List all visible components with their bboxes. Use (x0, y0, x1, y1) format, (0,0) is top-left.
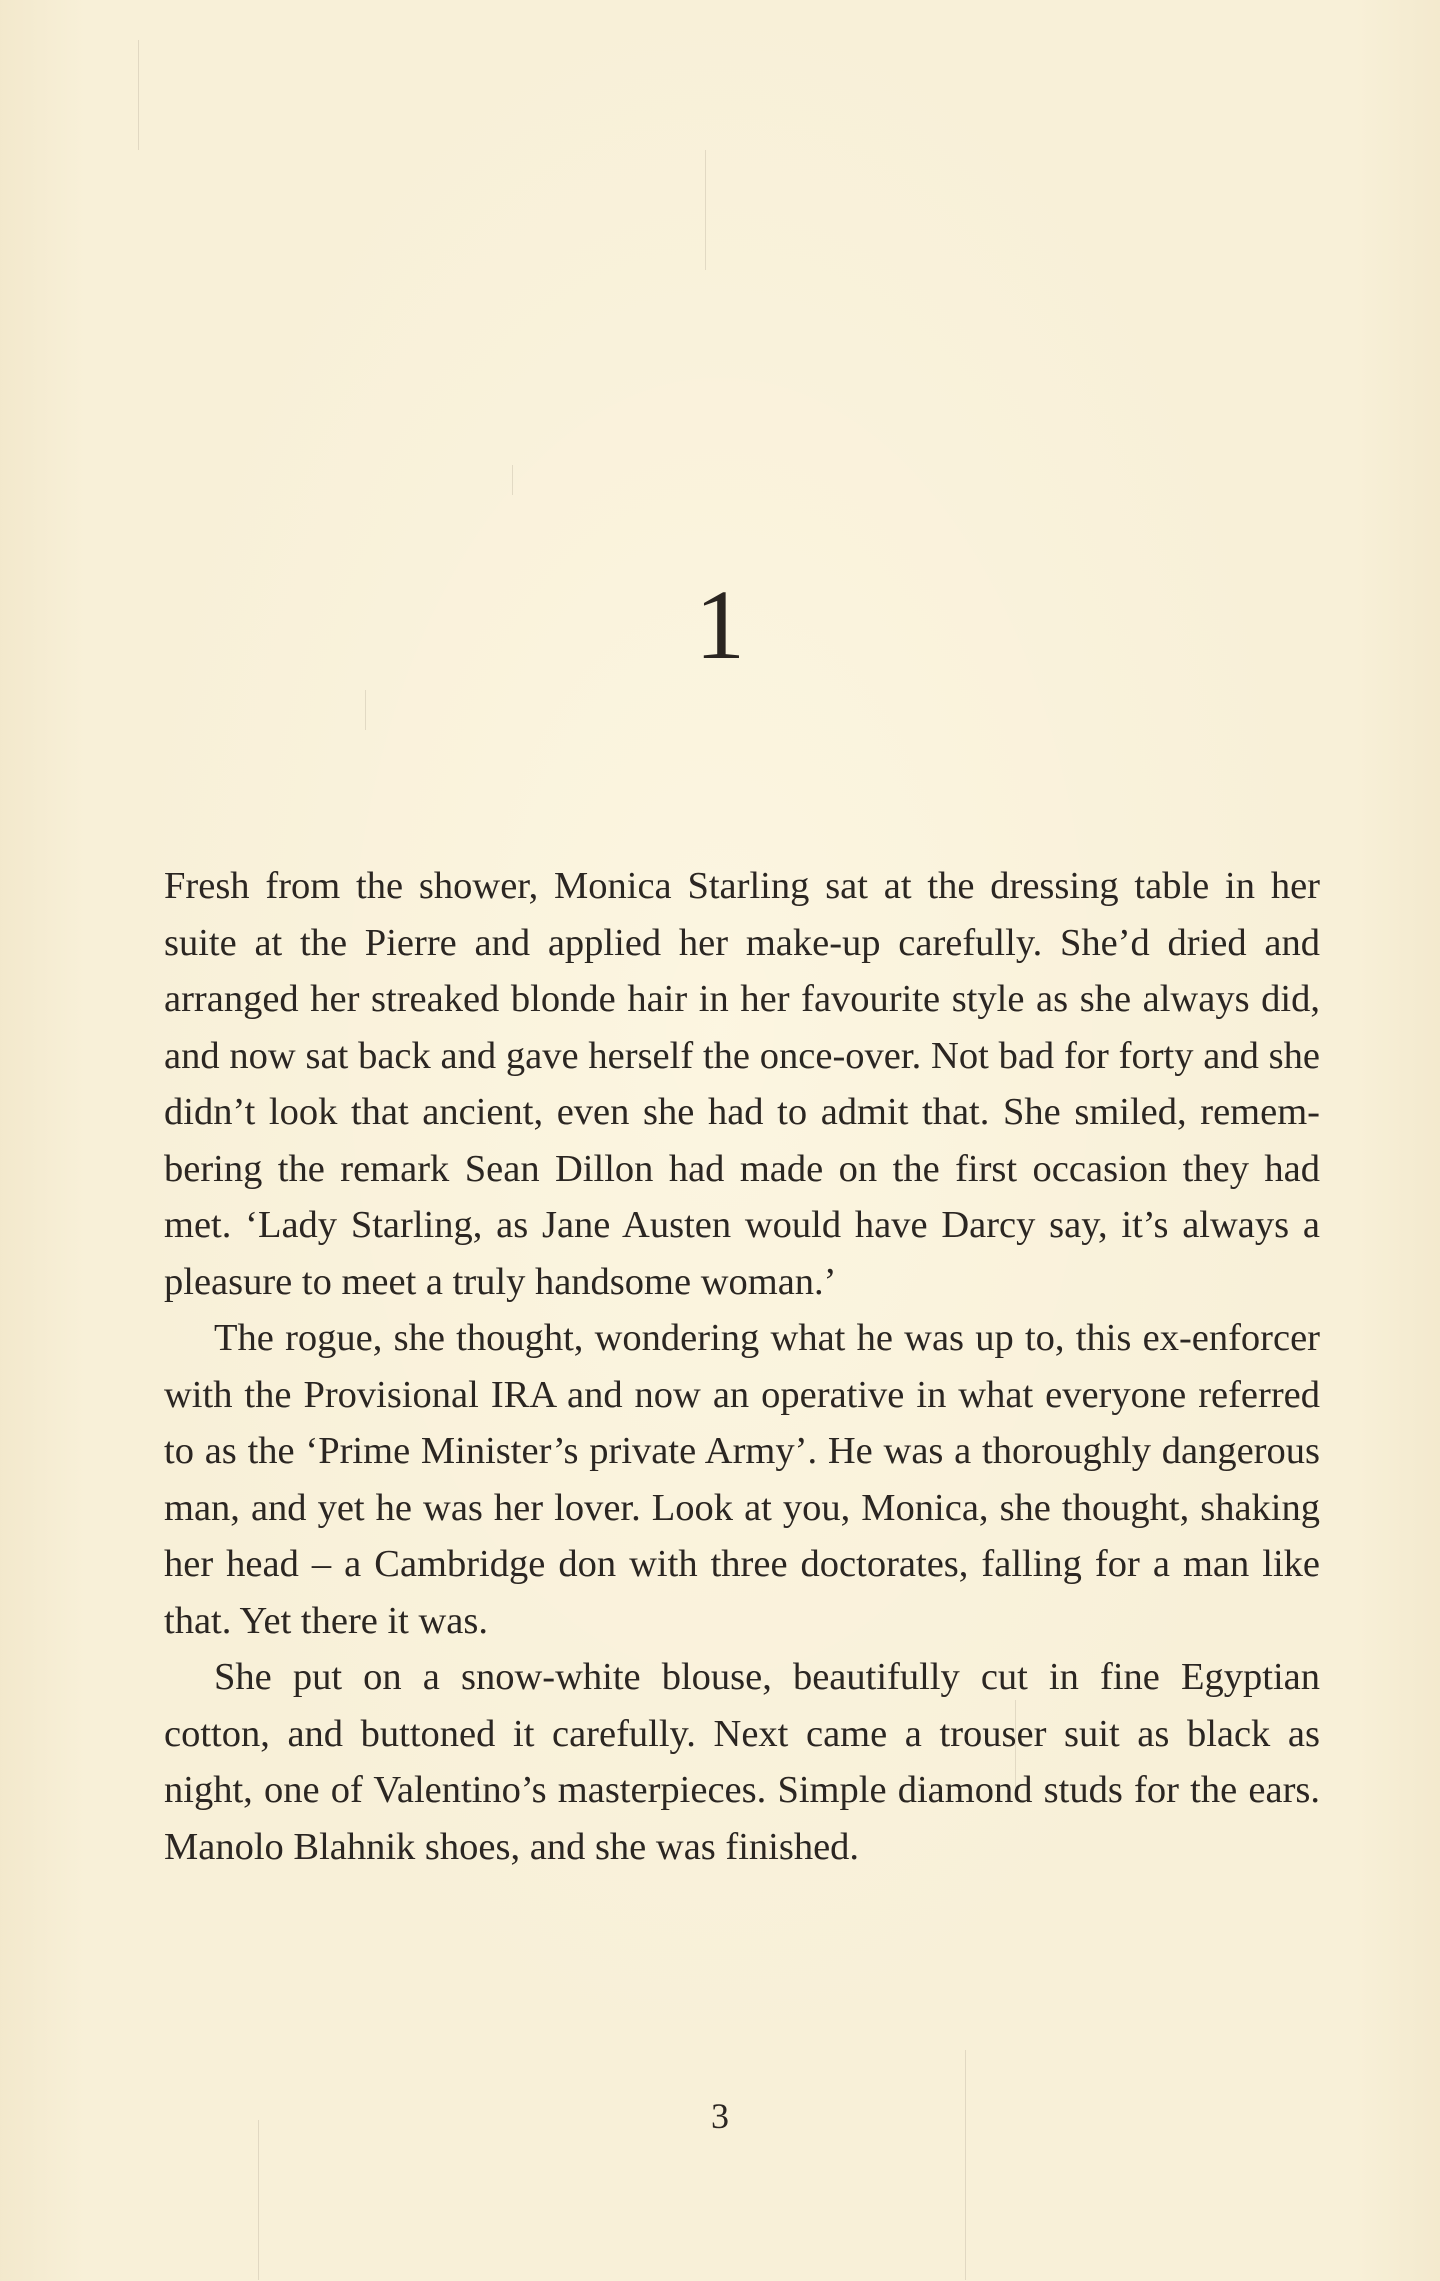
paragraph-2: The rogue, she thought, wondering what he was up to, this ex-enforcer with the Provisional IRA and now an operative in what everyone referred to as the ‘Prime Minister’s private Army’. He was a thoroughly dangerous man, and yet he was her lover. Look at you, Monica, she thought, shaking her head – a Cambridge don with three doctorates, falling for a man like that. Yet there it was. (164, 1317, 1320, 1642)
page-number: 3 (711, 2096, 729, 2136)
paragraph-1: Fresh from the shower, Monica Starling sat at the dressing table in her suite at the Pierre and applied her make-up carefully. She’d dried and arranged her streaked blonde hair in her favourite style as she always did, and now sat back and gave herself the once-over. Not bad for forty and she didn’t look that ancient, even she had to admit that. She smiled, remembering the remark Sean Dillon had made on the first occasion they had met. ‘Lady Starling, as Jane Austen would have Darcy say, it’s always a pleasure to meet a truly handsome woman.’ (164, 865, 1320, 1303)
scan-scratch (965, 2050, 966, 2280)
chapter-body (164, 858, 1320, 1875)
paragraph-3: She put on a snow-white blouse, beautifully cut in fine Egyptian cotton, and buttoned it carefully. Next came a trouser suit as black as night, one of Valentino’s masterpieces. Simple diamond studs for the ears. Manolo Blahnik shoes, and she was finished. (164, 1656, 1320, 1868)
chapter-number: 1 (695, 569, 745, 680)
scan-scratch (138, 40, 139, 150)
scan-scratch (258, 2120, 259, 2280)
scan-scratch (705, 150, 706, 270)
scan-scratch (512, 465, 513, 495)
scan-scratch (365, 690, 366, 730)
